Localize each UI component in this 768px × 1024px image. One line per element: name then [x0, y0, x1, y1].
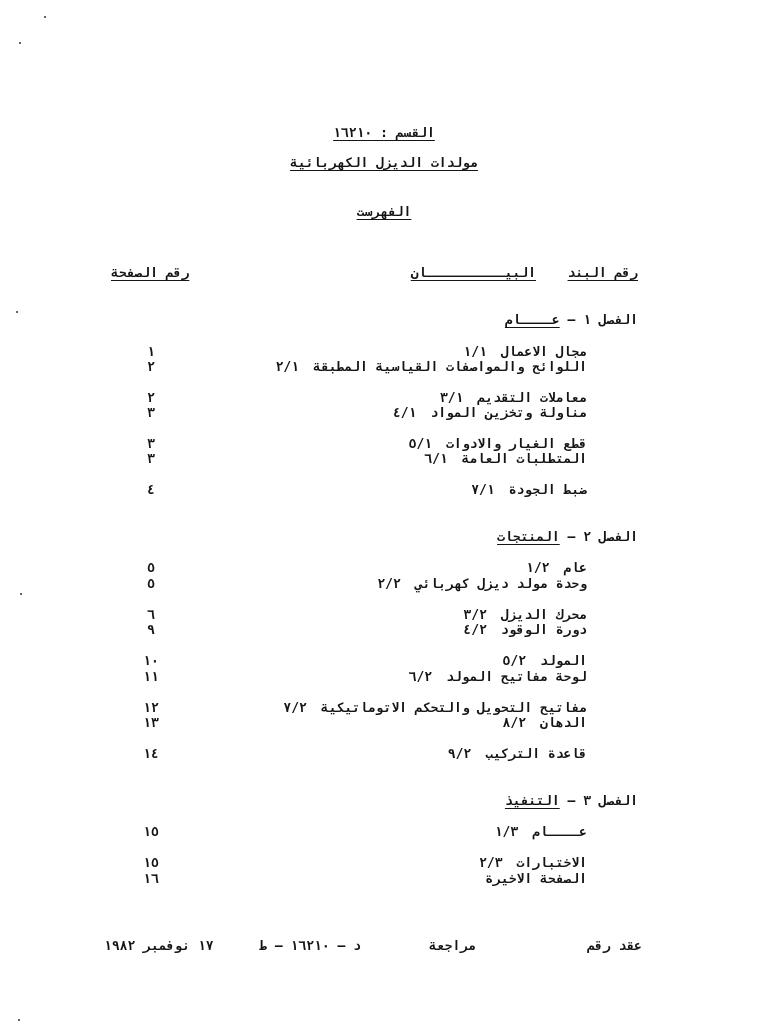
toc-item: ١/١ مجال الاعمال	[463, 345, 587, 360]
page-number: ٤	[147, 483, 155, 498]
toc-item: ٧/١ ضبط الجودة	[471, 483, 587, 498]
page-number: ٣	[147, 406, 155, 421]
page-number: ٢	[147, 360, 155, 375]
page-number: ٦	[147, 608, 155, 623]
scan-speck	[18, 1019, 20, 1021]
page-number: ٣	[147, 452, 155, 467]
page-number: ١٣	[143, 716, 159, 731]
scan-speck	[19, 42, 21, 44]
toc-item: ٥/١ قطع الغيار والادوات	[408, 437, 587, 452]
footer-date: ١٧ نوفمبر ١٩٨٢	[104, 939, 214, 954]
chapter-heading: الفصل ١ – عــــام	[504, 313, 638, 328]
scan-speck	[44, 16, 46, 18]
footer-revision: مراجعة	[429, 939, 476, 954]
toc-item: ٦/١ المتطلبات العامة	[424, 452, 587, 467]
page-number: ١٦	[143, 872, 159, 887]
footer-reference: د – ١٦٢١٠ – ط	[259, 939, 361, 954]
scan-speck	[20, 593, 22, 595]
toc-item: ١/٢ عام	[526, 561, 587, 576]
toc-item: ١/٣ عــــام	[494, 825, 587, 840]
page-number: ٥	[147, 561, 155, 576]
page-number: ٥	[147, 577, 155, 592]
column-header-page-no: رقم الصفحة	[111, 266, 190, 281]
chapter-heading: الفصل ٢ – المنتجات	[497, 530, 638, 545]
page-number: ١٥	[143, 856, 159, 871]
page-number: ٩	[147, 623, 155, 638]
footer-contract-no: عقد رقم	[587, 939, 642, 954]
page-number: ٣	[147, 437, 155, 452]
toc-item: ٤/٢ دورة الوقود	[463, 623, 587, 638]
section-heading: القسم : ١٦٢١٠	[333, 126, 435, 141]
toc-item: ٣/٢ محرك الديزل	[463, 608, 587, 623]
toc-item: ٥/٢ المولد	[502, 654, 587, 669]
page-number: ١	[147, 345, 155, 360]
column-header-item-no: رقم البند	[567, 266, 638, 281]
toc-item: ٢/٢ وحدة مولد ديزل كهربائي	[377, 577, 587, 592]
toc-item: ٣/١ معاملات التقديم	[439, 391, 587, 406]
toc-item: ٢/٣ الاختبارات	[479, 856, 587, 871]
index-heading: الفهرست	[356, 205, 412, 220]
document-title: مولدات الديزل الكهربائية	[290, 156, 478, 171]
toc-item: ٧/٢ مفاتيح التحويل والتحكم الاتوماتيكية	[283, 701, 587, 716]
toc-item: ٤/١ مناولة وتخزين المواد	[392, 406, 587, 421]
page-number: ١١	[143, 670, 159, 685]
page-number: ٢	[147, 391, 155, 406]
page-number: ١٥	[143, 825, 159, 840]
toc-item: الصفحة الاخيرة	[485, 872, 587, 887]
page-number: ١٤	[143, 747, 159, 762]
toc-item: ٩/٢ قاعدة التركيب	[447, 747, 587, 762]
chapter-heading: الفصل ٣ – التنفيذ	[504, 794, 638, 809]
column-header-statement: البيــــــــــان	[410, 266, 536, 281]
toc-item: ٢/١ اللوائح والمواصفات القياسية المطبقة	[275, 360, 587, 375]
scan-speck	[16, 311, 18, 313]
page-number: ١٢	[143, 701, 159, 716]
toc-item: ٨/٢ الدهان	[502, 716, 587, 731]
toc-item: ٦/٢ لوحة مفاتيح المولد	[408, 670, 587, 685]
page-number: ١٠	[143, 654, 159, 669]
